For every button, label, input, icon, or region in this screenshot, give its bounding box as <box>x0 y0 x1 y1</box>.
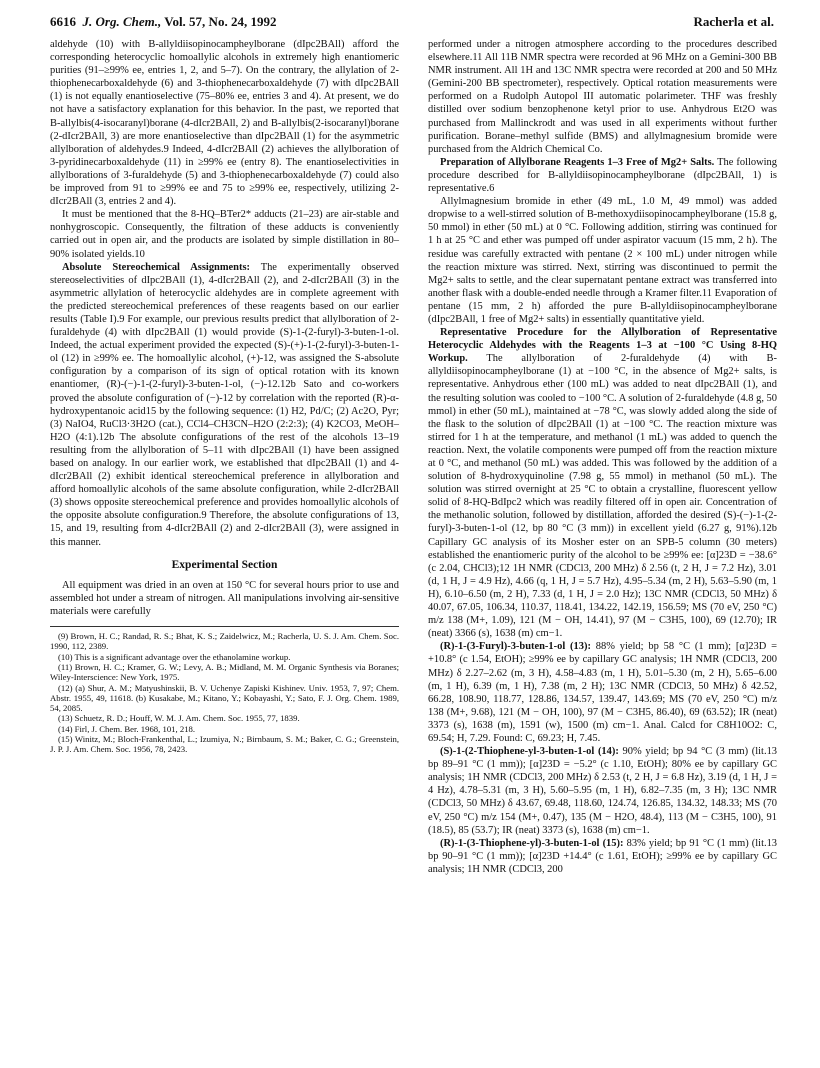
paragraph-results: aldehyde (10) with B-allyldiisopinocampheylborane (dIpc2BAll) afford the corresponding heterocyclic homoallylic alcohols in extremely high enantiomeric purities (91–≥99% ee, entries 1, 2, and 5–7). On the contrary, the allylation of 2-thiophenecarboxaldehyde (6) and 3-thiophenecarboxaldehyde (7) with dIpc2BAll (1) is not equally enantioselective (75–80% ee, entries 3 and 4). At present, we do not have a satisfactory explanation for this behavior. In the past, we reported that B-allylbis(4-isocaranyl)borane (4-dIcr2BAll, 2) and B-allylbis(2-isocaranyl)borane (2-dIcr2BAll, 3) are more enantioselective than dIpc2BAll (1) for the asymmetric allylboration of aldehydes.9 Indeed, 4-dIcr2BAll (2) achieves the allylboration of 3-pyridinecarboxaldehyde (11) in ≥99% ee (entry 8). The enantioselectivities in allylborations of 3-furaldehyde (5) and 3-thiophenecarboxaldehyde (7) could also be improved from 91 to ≥99% ee and 75 to ≥99% ee, respectively, utilizing 2-dIcr2BAll (3, entries 2 and 4). <box>50 39 399 208</box>
runin-heading-reagent-prep: Preparation of Allylborane Reagents 1–3 Free of Mg2+ Salts. <box>440 156 715 168</box>
paragraph-representative-procedure <box>428 326 777 640</box>
footnote-divider <box>50 626 399 627</box>
runin-heading-absolute: Absolute Stereochemical Assignments: <box>62 261 250 273</box>
left-column <box>50 38 399 755</box>
volume-info: Vol. 57, No. 24, 1992 <box>164 14 277 29</box>
paragraph-compound-13 <box>428 640 777 745</box>
reference-item: (15) Winitz, M.; Bloch-Frankenthal, L.; Izumiya, N.; Birnbaum, S. M.; Baker, C. G.; Greenstein, J. P. J. Am. Chem. Soc. 1956, 78, 2423. <box>50 734 399 755</box>
runin-heading-procedure: Representative Procedure for the Allylboration of Representative Heterocyclic Aldehydes with the Reagents 1–3 at −100 °C Using 8-HQ Workup. <box>428 327 777 365</box>
paragraph-adducts: It must be mentioned that the 8-HQ–BTer2* adducts (21–23) are air-stable and nonhygroscopic. Consequently, the filtration of these adducts is conveniently carried out in open air, and the products are isolated by simple distillation in 80–90% isolated yields.10 <box>50 209 399 260</box>
reference-item: (12) (a) Shur, A. M.; Matyushinskii, B. V. Uchenye Zapiski Kishinev. Univ. 1953, 7, 97; Chem. Abstr. 1955, 49, 11618. (b) Kusakabe, M.; Kitano, Y.; Kobayashi, Y.; Sato, F. J. Org. Chem. 1989, 54, 2085. <box>50 682 399 714</box>
references-list <box>50 631 399 755</box>
section-title-experimental: Experimental Section <box>171 558 278 571</box>
paragraph-experimental-intro: All equipment was dried in an oven at 150 °C for several hours prior to use and assembled hot under a stream of nitrogen. All manipulations involving air-sensitive materials were carefully <box>50 579 399 617</box>
paragraph-compound-15 <box>428 837 777 876</box>
runin-heading-compound-15: (R)-1-(3-Thiophene-yl)-3-buten-1-ol (15): <box>440 837 624 849</box>
paragraph-general-methods: performed under a nitrogen atmosphere according to the procedures described elsewhere.11 All 11B NMR spectra were recorded at 96 MHz on a Gemini-300 BB NMR instrument. All 1H and 13C NMR spectra were recorded at 200 and 50 MHz (Gemini-200 BB spectrometer), respectively. Optical rotation measurements were performed on a Rudolph Autopol III automatic polarimeter. THF was freshly distilled over sodium benzophenone ketyl prior to use. Anhydrous Et2O was purchased from Mallinckrodt and was used in all experiments without further purification. Borane–methyl sulfide (BMS) and allylmagnesium bromide were purchased from the Aldrich Chemical Co. <box>428 39 777 155</box>
paragraph-absolute-stereochemistry <box>50 261 399 549</box>
paragraph-reagent-prep <box>428 156 777 195</box>
paragraph-absolute-text: The experimentally observed stereoselectivities of dIpc2BAll (1), 4-dIcr2BAll (2), and 2-dIcr2BAll (3) in the asymmetric allylation of heterocyclic aldehydes are in complete agreement with the predicted stereochemical preferences of these reagents based on our earlier results (Table I).9 For example, our previous results predict that allylboration of 2-furaldehyde (4) with dIpc2BAll (1) would provide (S)-1-(2-furyl)-3-buten-1-ol. Indeed, the actual experiment provided the expected (S)-(+)-1-(2-furyl)-3-buten-1-ol (12) in ≥99% ee. The homoallylic alcohol, (+)-12, was assigned the S-absolute configuration by a comparison of its sign of optical rotation with its known enantiomer, (R)-(−)-1-(2-furyl)-3-buten-1-ol, (−)-12.12b Sato and co-workers proved the absolute configuration of (−)-12 by correlation with the reported (R)-α-hydroxypentanoic acid15 by the following sequence: (1) H2, Pd/C; (2) Ac2O, Pyr; (3) NaIO4, RuCl3·3H2O (cat.), CCl4–CH3CN–H2O (2:2:3); (4) K2CO3, MeOH–H2O (4:1).12b The absolute configurations of the rest of the alcohols 13–19 resulting from the allylboration of 5–11 with dIpc2BAll (1) have been assigned based on analogy. In our earlier work, we established that dIpc2BAll (1) and 4-dIcr2BAll (2) exhibit identical stereochemical preference in allylboration and afford homoallylic alcohols of the same absolute configuration, while 2-dIcr2BAll (3) shows opposite stereochemical preference and provides homoallylic alcohols of the opposite absolute configuration.9 Therefore, the absolute configurations of 13, 15, and 19, resulting from 4-dIcr2BAll (2) and 2-dIcr2BAll (3), were assigned in this manner. <box>50 261 399 548</box>
running-authors: Racherla et al. <box>693 14 774 29</box>
paragraph-procedure-text: The allylboration of 2-furaldehyde (4) with B-allyldiisopinocampheylborane (1) at −100 °C, in the absence of Mg2+ salts, is representative. Anhydrous ether (100 mL) was added to neat dIpc2BAll (1), and the resulting solution was cooled to −100 °C. A solution of 2-furaldehyde (4.8 g, 50 mmol) in ether (50 mL), maintained at −78 °C, was slowly added along the side of the flask to the solution of dIpc2BAll (1) at −100 °C. The reaction mixture was stirred for 1 h at the temperature, and methanol (1 mL) was added to quench the reaction. Next, the volatile components were pumped off from the reaction mixture at 0 °C, and methanol (50 mL) was added. This was followed by the addition of a solution of 8-hydroxyquinoline (7.98 g, 55 mmol) in methanol (50 mL). The solution was stirred overnight at 25 °C to obtain a crystalline, fluorescent yellow solid of 8-HQ-BdIpc2 which was readily filtered off in open air. Concentration of the methanolic solution, followed by distillation, afforded the desired (S)-(−)-1-(2-furyl)-3-buten-1-ol (12, bp 80 °C (3 mm)) in excellent yield (6.27 g, 91%).12b Capillary GC analysis of its Mosher ester on an SPB-5 column (30 meters) established the enantiomeric purity of the alcohol to be ≥99% ee: [α]23D = −38.6° (c 2.04, CHCl3);12 1H NMR (CDCl3, 200 MHz) δ 2.56 (t, 2 H, J = 7.2 Hz), 3.01 (d, 1 H, J = 4.9 Hz), 4.66 (q, 1 H, J = 5.7 Hz), 4.95–5.34 (m, 2 H), 5.63–5.90 (m, 1 H), 6.10–6.50 (m, 2 H), 7.33 (d, 1 H, J = 2.0 Hz); 13C NMR (CDCl3, 50 MHz) δ 40.07, 67.05, 106.34, 110.37, 118.41, 134.22, 142.19, 156.59; MS (70 eV, 250 °C) m/z 138 (M+, 1.09), 121 (M − OH, 14.41), 97 (M − C3H5, 100), 69 (12.70); IR (neat) 3366 (s), 1638 (m) cm−1. <box>428 353 777 640</box>
journal-name: J. Org. Chem., <box>82 14 162 29</box>
reference-item: (10) This is a significant advantage over the ethanolamine workup. <box>58 651 291 662</box>
compound-13-data: 88% yield; bp 58 °C (1 mm); [α]23D = +10.8° (c 1.54, EtOH); ≥99% ee by capillary GC analysis; 1H NMR (CDCl3, 200 MHz) δ 2.27–2.62 (m, 3 H), 4.58–4.83 (m, 1 H), 5.01–5.30 (m, 2 H), 5.65–6.00 (m, 1 H), 6.39 (m, 1 H), 7.38 (m, 2 H); 13C NMR (CDCl3, 50 MHz) δ 42.52, 66.28, 108.90, 118.77, 128.86, 134.57, 139.47, 143.69; MS (70 eV, 250 °C) m/z 138 (M+, 9.68), 121 (M − OH, 100), 97 (M − C3H5, 86.40), 69 (63.52); IR (neat) 3373 (s), 1638 (m), 1591 (w), 1500 (m) cm−1. Anal. Calcd for C8H10O2: C, 69.54; H, 7.29. Found: C, 69.23; H, 7.45. <box>428 641 777 744</box>
runin-heading-compound-13: (R)-1-(3-Furyl)-3-buten-1-ol (13): <box>440 641 591 653</box>
reference-item: (9) Brown, H. C.; Randad, R. S.; Bhat, K. S.; Zaidelwicz, M.; Racherla, U. S. J. Am. Chem. Soc. 1990, 112, 2389. <box>50 631 399 652</box>
compound-15-data: 83% yield; bp 91 °C (1 mm) (lit.13 bp 90–91 °C (1 mm)); [α]23D +14.4° (c 1.61, EtOH); ≥99% ee by capillary GC analysis; 1H NMR (CDCl3, 200 <box>428 837 778 875</box>
page-number: 6616 <box>50 14 76 29</box>
paragraph-allylmagnesium: Allylmagnesium bromide in ether (49 mL, 1.0 M, 49 mmol) was added dropwise to a well-stirred solution of B-methoxydiisopinocampheylborane (15.8 g, 50 mmol) in ether (50 mL) at 0 °C. Following addition, stirring was continued for 1 h at 25 °C and ether was pumped off under aspirator vacuum (15 mm, 2 h). The residue was carefully extracted with pentane (2 × 100 mL) under nitrogen while the reaction mixture was stirred. Next, stirring was discontinued to permit the Mg2+ salts to settle, and the clear supernatant pentane extract was transferred into another flask with a double-ended needle through a Kramer filter.11 Evaporation of pentane (15 mm, 2 h) afforded the pure B-allyldiisopinocampheylborane (dIpc2BAll, 1 free of Mg2+ salts) in essentially quantitative yield. <box>428 196 777 325</box>
runin-heading-compound-14: (S)-1-(2-Thiophene-yl-3-buten-1-ol (14): <box>440 746 619 758</box>
right-column <box>428 38 777 876</box>
reference-item: (14) Firl, J. Chem. Ber. 1968, 101, 218. <box>58 723 196 734</box>
paragraph-reagent-prep-text: The following procedure described for B-allyldiisopinocampheylborane (dIpc2BAll, 1) is representative.6 <box>428 156 777 195</box>
compound-14-data: 90% yield; bp 94 °C (3 mm) (lit.13 bp 89–91 °C (1 mm)); [α]23D = −5.2° (c 1.10, EtOH); 80% ee by capillary GC analysis; 1H NMR (CDCl3, 200 MHz) δ 2.53 (t, 2 H, J = 6.8 Hz), 3.19 (d, 1 H, J = 4 Hz), 4.78–5.31 (m, 3 H), 5.60–5.95 (m, 1 H), 6.82–7.35 (m, 3 H); 13C NMR (CDCl3, 50 MHz) δ 43.67, 69.48, 118.60, 124.74, 126.85, 134.32, 148.33; MS (70 eV, 250 °C) m/z 154 (M+, 0.47), 135 (M − H2O, 48.4), 113 (M − C3H5, 100), 91 (18.5), 85 (53.7); IR (neat) 3373 (s), 1638 (m) cm−1. <box>428 746 778 836</box>
header-left <box>50 14 276 30</box>
page-header <box>50 14 774 34</box>
reference-item: (11) Brown, H. C.; Kramer, G. W.; Levy, A. B.; Midland, M. M. Organic Synthesis via Boranes; Wiley-Interscience: New York, 1975. <box>50 661 399 683</box>
paragraph-compound-14 <box>428 745 777 837</box>
reference-item: (13) Schuetz, R. D.; Houff, W. M. J. Am. Chem. Soc. 1955, 77, 1839. <box>58 713 300 724</box>
